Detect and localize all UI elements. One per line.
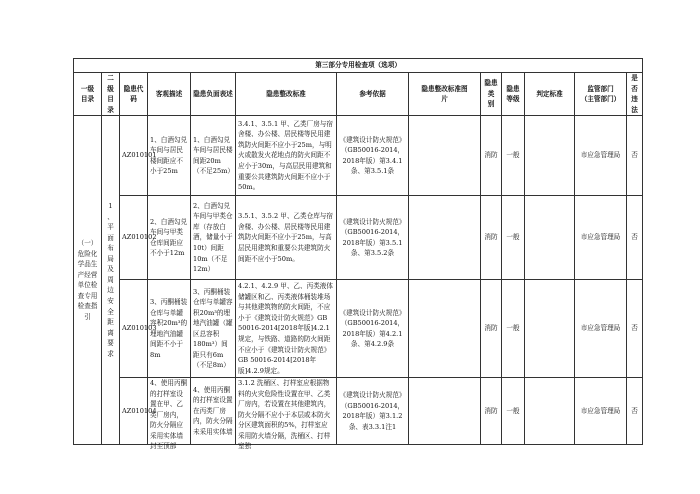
hazard-grade: 一般 (502, 196, 525, 280)
table-row (74, 116, 643, 196)
header-level1: 一级 目录 (74, 73, 102, 116)
header-neg: 隐患负面表述 (191, 73, 236, 116)
header-dept: 监管部门 （主管部门） (575, 73, 627, 116)
is-illegal: 否 (627, 280, 643, 378)
hazard-type: 消防 (481, 280, 502, 378)
header-grade: 隐患 等级 (502, 73, 525, 116)
table-title: 第三部分专用检查项（选项） (74, 59, 643, 73)
reference-basis: 《建筑设计防火规范》（GB50016-2014，2018年版）第3.4.1条、第3.5.1条 (337, 116, 409, 196)
negative-desc: 3、丙酮桶装仓库与单罐容积20m³的埋地汽油罐（罐区总容积180m³）间距只有6m（不足8m） (191, 280, 236, 378)
regulator-dept: 市应急管理局 (575, 378, 627, 445)
regulator-dept: 市应急管理局 (575, 280, 627, 378)
standard-image (409, 280, 481, 378)
hazard-type: 消防 (481, 196, 502, 280)
standard-image (409, 196, 481, 280)
hazard-type: 消防 (481, 378, 502, 445)
header-desc: 客观描述 (148, 73, 191, 116)
negative-desc: 2、白酒勾兑车间与甲类仓库（存放白酒，储量小于10t）间距10m（不足12m） (191, 196, 236, 280)
judge-standard (525, 116, 575, 196)
objective-desc-text: 4、使用丙酮的打样室设置在甲、乙类厂房内，防火分隔应采用实体墙封至顶部 (150, 379, 188, 451)
header-row (74, 73, 643, 116)
header-basis: 参考依据 (337, 73, 409, 116)
rectify-standard: 3.4.1、3.5.1 甲、乙类厂房与宿舍楼、办公楼、居民楼等民用建筑防火间距不应小于25m，与明火或散发火花地点的防火间距不应小于30m，与高层民用建筑和重要公共建筑防火间距不应小于50m。 (236, 116, 337, 196)
rectify-standard: 4.2.1、4.2.9 甲、乙、丙类液体储罐区和乙、丙类液体桶装堆场与其他建筑物的防火间距，不应小于《建筑设计防火规范》GB 50016-2014[2018年版]4.2.1规定，与铁路、道路的防火间距不应小于《建筑设计防火规范》GB 50016-2014[2018年版]4.2.9规定。 (236, 280, 337, 378)
hazard-code: AZ010102 (120, 196, 148, 280)
is-illegal: 否 (627, 116, 643, 196)
negative-desc-text: 4、使用丙酮的打样室设置在丙类厂房内，防火分隔未采用实体墙 (193, 385, 233, 436)
standard-image (409, 116, 481, 196)
header-type: 隐患类 别 (481, 73, 502, 116)
hazard-grade: 一般 (502, 280, 525, 378)
reference-basis: 《建筑设计防火规范》（GB50016-2014，2018年版）第3.5.1条、第3.5.2条 (337, 196, 409, 280)
header-level2: 二级 目录 (102, 73, 120, 116)
header-pic: 隐患整改标准图 片 (409, 73, 481, 116)
judge-standard (525, 280, 575, 378)
reference-basis: 《建筑设计防火规范》（GB50016-2014，2018年版）第3.1.2条、表3.3.1注1 (337, 378, 409, 445)
objective-desc (148, 378, 191, 451)
rectify-standard (236, 378, 337, 451)
objective-desc: 1、白酒勾兑车间与居民楼间距应不小于25m (148, 116, 191, 196)
level2-category: 1 、 平 面 布 局 及 周 边 安 全 距 离 要 求 (102, 116, 120, 445)
regulator-dept: 市应急管理局 (575, 116, 627, 196)
standard-image (409, 378, 481, 445)
rectify-standard: 3.5.1、3.5.2 甲、乙类仓库与宿舍楼、办公楼、居民楼等民用建筑防火间距不应小于25m，与高层民用建筑和重要公共建筑防火间距不应小于50m。 (236, 196, 337, 280)
hazard-grade: 一般 (502, 116, 525, 196)
hazard-grade: 一般 (502, 378, 525, 445)
judge-standard (525, 196, 575, 280)
negative-desc: 1、白酒勾兑车间与居民楼间距20m（不足25m） (191, 116, 236, 196)
hazard-code: AZ010103 (120, 280, 148, 378)
header-law: 是否违 法 (627, 73, 643, 116)
inspection-table (73, 58, 643, 451)
table-row (74, 378, 643, 445)
table-row (74, 196, 643, 280)
hazard-type: 消防 (481, 116, 502, 196)
header-standard: 隐患整改标准 (236, 73, 337, 116)
is-illegal: 否 (627, 378, 643, 445)
reference-basis: 《建筑设计防火规范》（GB50016-2014，2018年版）第4.2.1条、第4.2.9条 (337, 280, 409, 378)
header-judge: 判定标准 (525, 73, 575, 116)
level1-category: （一）危险化学品生产经营单位检查专用检查指引 (74, 116, 102, 445)
is-illegal: 否 (627, 196, 643, 280)
negative-desc (191, 378, 236, 445)
rectify-standard-text: 3.1.2 洗桶区、打样室应根据物料的火灾危险性设置在甲、乙类厂房内，若设置在其他建筑内，防火分隔不应小于本层或本防火分区建筑面积的5%，打样室应采用防火墙分隔，洗桶区、打样室独 (238, 379, 331, 451)
table-row (74, 280, 643, 378)
objective-desc: 3、丙酮桶装仓库与单罐容积20m³的埋地汽油罐间距不小于8m (148, 280, 191, 378)
objective-desc: 2、白酒勾兑车间与甲类仓库间距应不小于12m (148, 196, 191, 280)
regulator-dept: 市应急管理局 (575, 196, 627, 280)
judge-standard (525, 378, 575, 445)
hazard-code: AZ010101 (120, 116, 148, 196)
hazard-code: AZ010104 (120, 378, 148, 445)
header-code: 隐患代 码 (120, 73, 148, 116)
